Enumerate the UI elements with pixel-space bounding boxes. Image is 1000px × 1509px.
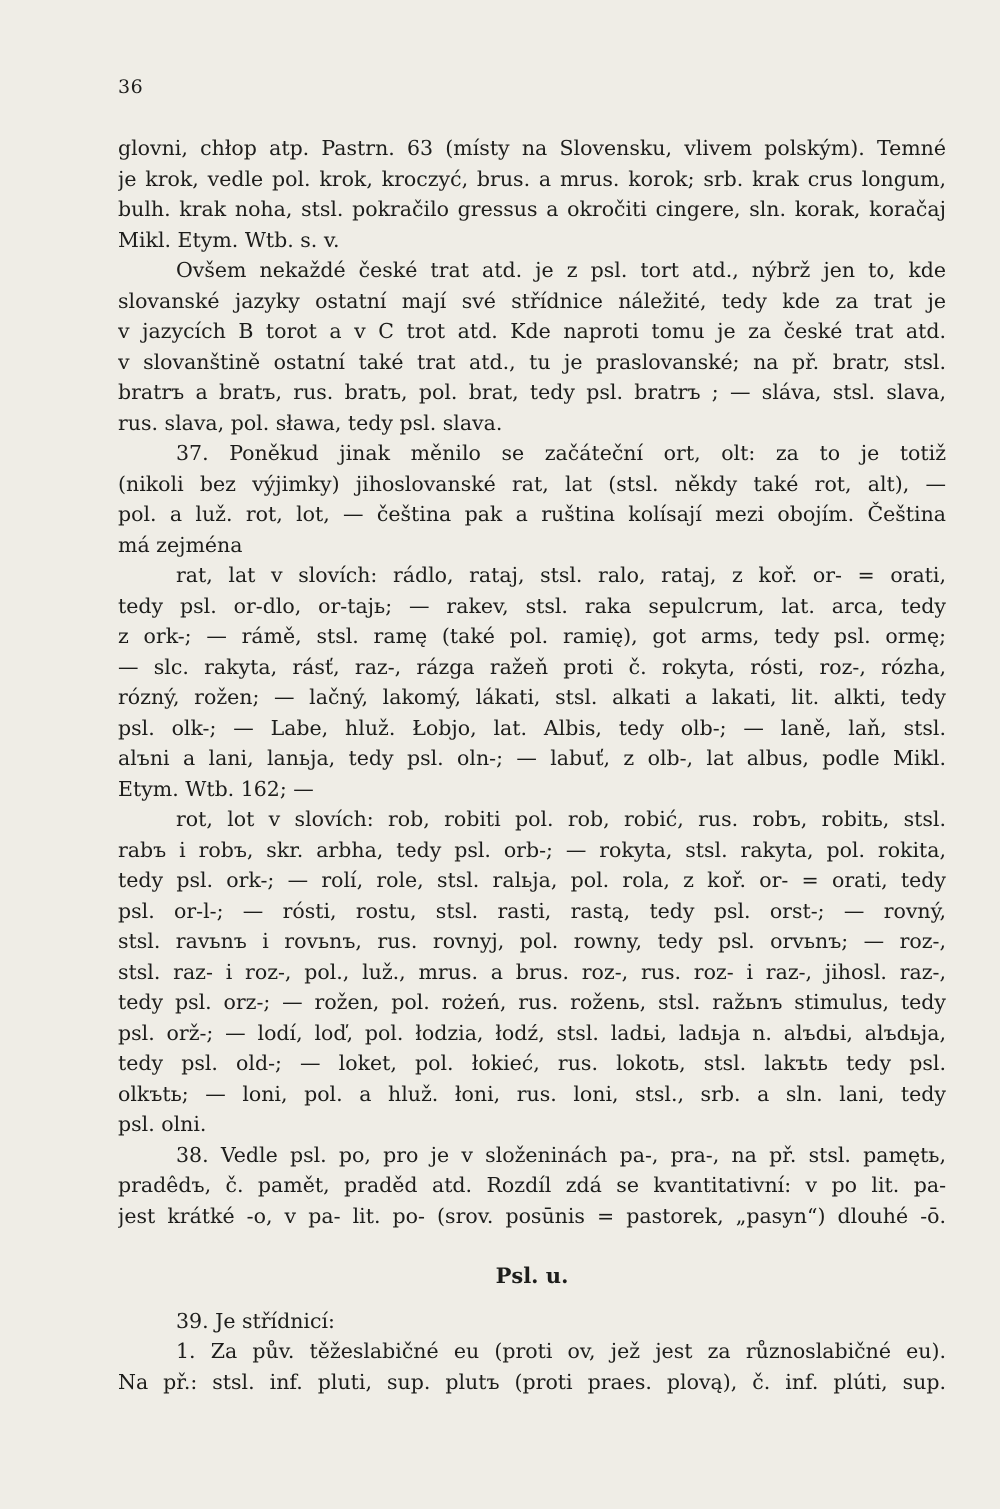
text-line: psl. olni. xyxy=(118,1112,207,1136)
paragraph-2 xyxy=(118,255,946,438)
text-line: bulh. krak noha, stsl. pokračilo gressus a okročiti cingere, sln. korak, koračaj xyxy=(118,197,946,221)
text-line: 38. Vedle psl. po, pro je v složeninách pa-, pra-, na př. stsl. pamętь, xyxy=(176,1142,946,1167)
text-line: alъni a lani, lanьja, tedy psl. oln-; — labuť, z olb-, lat albus, podle Mikl. xyxy=(118,746,946,770)
text-line: stsl. raz- i roz-, pol., luž., mrus. a brus. roz-, rus. roz- i raz-, jihosl. raz-, xyxy=(118,959,946,984)
section-38 xyxy=(118,1140,946,1232)
page-number: 36 xyxy=(118,76,144,98)
text-line: 37. Poněkud jinak měnilo se začáteční ort, olt: za to je totiž xyxy=(176,441,946,465)
text-line: psl. olk-; — Labe, hluž. Łobjo, lat. Albis, tedy olb-; — laně, laň, stsl. xyxy=(118,715,946,740)
text-line: 1. Za pův. těžeslabičné eu (proti ov, jež jest za různoslabičné eu). xyxy=(176,1339,946,1363)
text-line: 39. Je střídnicí: xyxy=(176,1308,335,1333)
text-line: Na př.: stsl. inf. pluti, sup. plutъ (proti praes. plovą), č. inf. plúti, sup. xyxy=(118,1369,946,1394)
text-line: pol. a luž. rot, lot, — čeština pak a ruština kolísají mezi obojím. Čeština xyxy=(118,502,946,526)
text-line: bratrъ a bratъ, rus. bratъ, pol. brat, tedy psl. bratrъ ; — sláva, stsl. slava, xyxy=(118,380,946,404)
text-line: tedy psl. or-dlo, or-tajь; — rakev, stsl. raka sepulcrum, lat. arca, tedy xyxy=(118,593,946,618)
text-line: slovanské jazyky ostatní mají své střídnice náležité, tedy kde za trat je xyxy=(118,288,946,313)
text-line: rózný, rožen; — lačný, lakomý, lákati, stsl. alkati a lakati, lit. alkti, tedy xyxy=(118,685,946,709)
text-line: jest krátké -o, v pa- lit. po- (srov. posūnis = pastorek, „pasyn“) dlouhé -ō. xyxy=(118,1203,946,1228)
text-line: má zejména xyxy=(118,532,243,557)
section-39 xyxy=(118,1306,946,1398)
section-37 xyxy=(118,438,946,560)
paragraph-1 xyxy=(118,133,946,255)
text-line: rabъ i robъ, skr. arbha, tedy psl. orb-; — rokyta, stsl. rakyta, pol. rokita, xyxy=(118,837,946,862)
body-text xyxy=(118,133,946,1397)
text-line: psl. or-l-; — rósti, rostu, stsl. rasti, rastą, tedy psl. orst-; — rovný, xyxy=(118,898,946,923)
text-line: pradêdъ, č. pamět, praděd atd. Rozdíl zdá se kvantitativní: v po lit. pa- xyxy=(118,1173,946,1197)
text-line: (nikoli bez výjimky) jihoslovanské rat, lat (stsl. někdy také rot, alt), — xyxy=(118,471,946,496)
text-line: psl. orž-; — lodí, loď, pol. łodzia, łodź, stsl. ladьi, ladьja n. alъdьi, alъdьja, xyxy=(118,1020,946,1045)
text-line: Etym. Wtb. 162; — xyxy=(118,776,314,801)
text-line: v slovanštině ostatní také trat atd., tu je praslovanské; na př. bratr, stsl. xyxy=(118,349,946,374)
text-line: rat, lat v slovích: rádlo, rataj, stsl. ralo, rataj, z koř. or- = orati, xyxy=(176,563,946,587)
text-line: olkъtь; — loni, pol. a hluž. łoni, rus. loni, stsl., srb. a sln. lani, tedy xyxy=(118,1081,946,1106)
text-line: Ovšem nekaždé české trat atd. je z psl. tort atd., nýbrž jen to, kde xyxy=(176,258,946,282)
text-line: stsl. ravьnъ i rovьnъ, rus. rovnyj, pol. rowny, tedy psl. orvьnъ; — roz-, xyxy=(118,929,946,953)
text-line: tedy psl. old-; — loket, pol. łokieć, rus. lokotь, stsl. lakъtь tedy psl. xyxy=(118,1051,946,1075)
text-line: rot, lot v slovích: rob, robiti pol. rob, robić, rus. robъ, robitь, stsl. xyxy=(176,807,946,831)
text-line: tedy psl. orz-; — rožen, pol. rożeń, rus. roženь, stsl. ražьnъ stimulus, tedy xyxy=(118,990,946,1014)
text-line: tedy psl. ork-; — rolí, role, stsl. ralьja, pol. rola, z koř. or- = orati, tedy xyxy=(118,868,946,892)
text-line: Mikl. Etym. Wtb. s. v. xyxy=(118,227,340,252)
section-heading: Psl. u. xyxy=(495,1263,569,1288)
text-line: rus. slava, pol. sława, tedy psl. slava. xyxy=(118,410,503,435)
text-line: z ork-; — rámě, stsl. ramę (také pol. ramię), got arms, tedy psl. ormę; xyxy=(118,624,946,648)
paragraph-rat-lat xyxy=(118,560,946,804)
text-line: je krok, vedle pol. krok, kroczyć, brus. a mrus. korok; srb. krak crus longum, xyxy=(118,166,946,191)
text-line: glovni, chłop atp. Pastrn. 63 (místy na Slovensku, vlivem polským). Temné xyxy=(118,136,946,160)
text-line: — slc. rakyta, rásť, raz-, rázga ražeň proti č. rokyta, rósti, roz-, rózha, xyxy=(118,654,946,679)
paragraph-rot-lot xyxy=(118,804,946,1140)
text-line: v jazycích B torot a v C trot atd. Kde naproti tomu je za české trat atd. xyxy=(118,319,946,343)
